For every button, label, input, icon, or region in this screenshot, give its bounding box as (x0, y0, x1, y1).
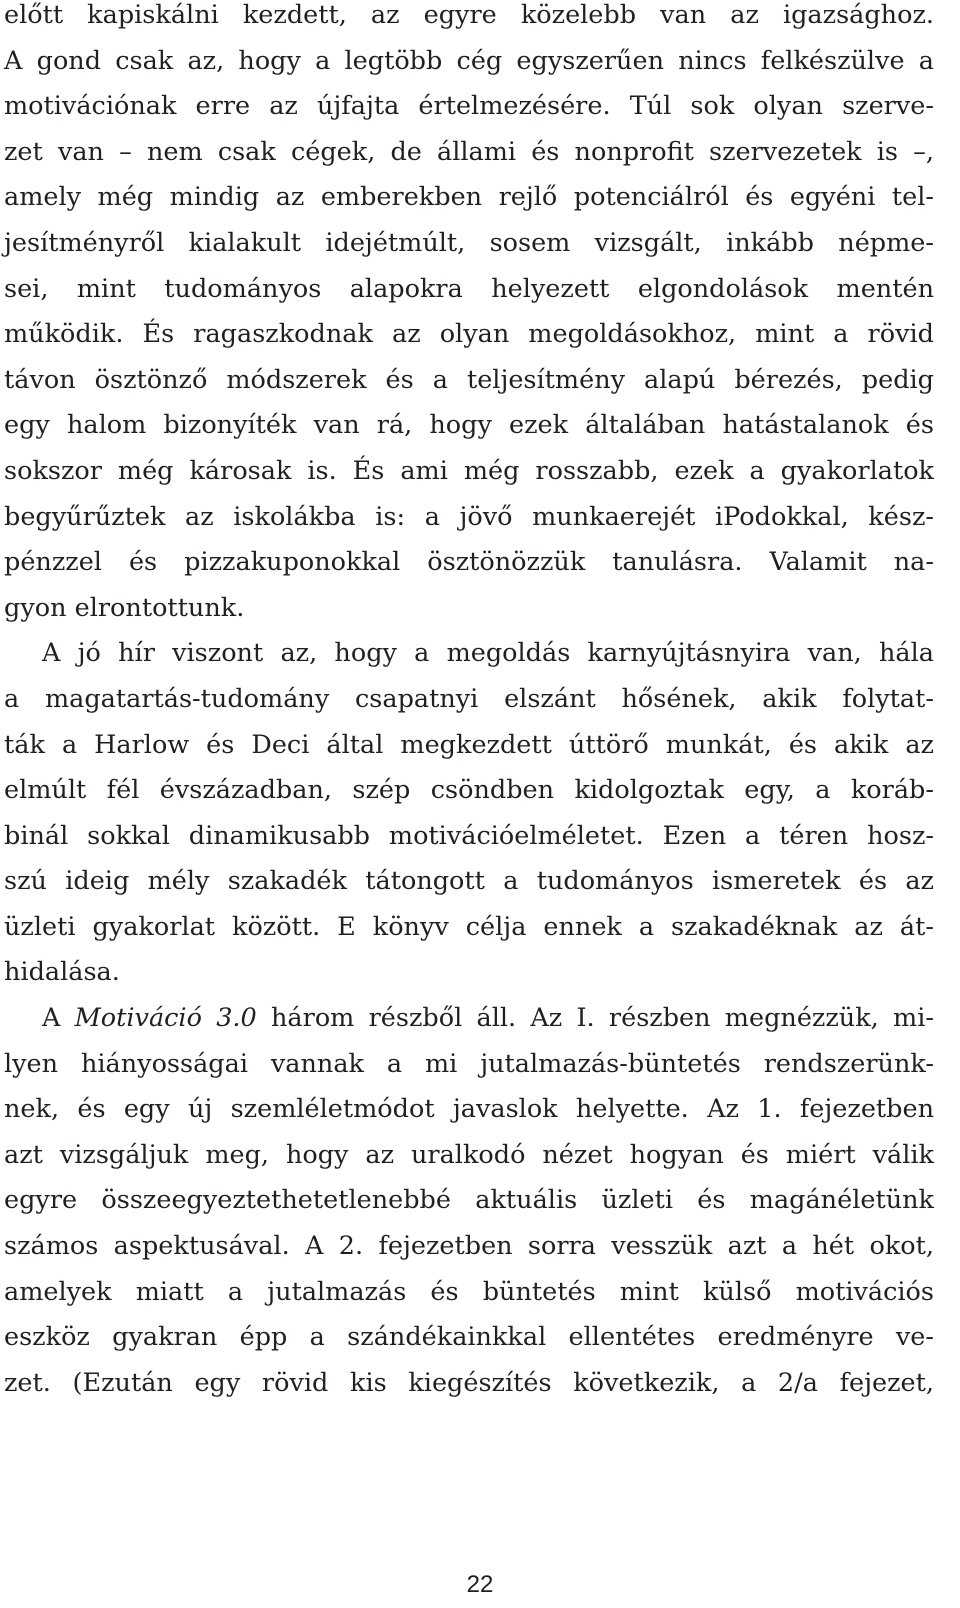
text-line: pénzzel és pizzakuponokkal ösztönözzük tanulásra. Valamit na- (4, 547, 934, 578)
page-number: 22 (466, 1571, 494, 1598)
paragraph-3 (4, 996, 934, 1406)
text-line: A jó hír viszont az, hogy a megoldás karnyújtásnyira van, hála (42, 638, 934, 669)
text-line: eszköz gyakran épp a szándékainkkal ellentétes eredményre ve- (4, 1322, 934, 1353)
text-line: amely még mindig az emberekben rejlő potenciálról és egyéni tel- (4, 182, 934, 213)
text-line: működik. És ragaszkodnak az olyan megoldásokhoz, mint a rövid (4, 319, 934, 350)
text-line: azt vizsgáljuk meg, hogy az uralkodó nézet hogyan és miért válik (4, 1139, 934, 1170)
text-line: binál sokkal dinamikusabb motivációelméletet. Ezen a téren hosz- (4, 820, 934, 851)
text-line: motivációnak erre az újfajta értelmezésére. Túl sok olyan szerve- (4, 91, 934, 122)
book-title: Motiváció 3.0 (74, 1003, 257, 1034)
text-line: egyre összeegyeztethetetlenebbé aktuális üzleti és magánéletünk (4, 1185, 934, 1216)
text-line: ták a Harlow és Deci által megkezdett úttörő munkát, és akik az (4, 729, 934, 760)
text-line: a magatartás-tudomány csapatnyi elszánt hősének, akik folytat- (4, 683, 934, 714)
text-line: elmúlt fél évszázadban, szép csöndben kidolgoztak egy, a koráb- (4, 775, 934, 806)
text-line: sokszor még károsak is. És ami még rosszabb, ezek a gyakorlatok (4, 455, 934, 486)
text-line: gyon elrontottunk. (4, 592, 245, 623)
text-line: sei, mint tudományos alapokra helyezett elgondolások mentén (4, 273, 934, 304)
text-run: három részből áll. Az I. részben megnézzük, mi- (256, 1003, 934, 1034)
text-line: amelyek miatt a jutalmazás és büntetés mint külső motivációs (4, 1276, 934, 1307)
text-line: egy halom bizonyíték van rá, hogy ezek általában hatástalanok és (4, 410, 934, 441)
text-line: lyen hiányosságai vannak a mi jutalmazás-büntetés rendszerünk- (4, 1048, 934, 1079)
text-line: nek, és egy új szemléletmódot javaslok helyette. Az 1. fejezetben (4, 1094, 934, 1125)
text-run: A (42, 1003, 75, 1034)
text-line: hidalása. (4, 957, 120, 988)
text-line: begyűrűztek az iskolákba is: a jövő munkaerejét iPodokkal, kész- (4, 501, 934, 532)
paragraph-1 (4, 0, 934, 631)
text-line (4, 996, 934, 1042)
text-line: A gond csak az, hogy a legtöbb cég egyszerűen nincs felkészülve a (4, 45, 934, 76)
text-line: szú ideig mély szakadék tátongott a tudományos ismeretek és az (4, 866, 934, 897)
text-line: jesítményről kialakult idejétmúlt, sosem vizsgált, inkább népme- (4, 227, 934, 258)
paragraph-2 (4, 631, 934, 996)
text-line: előtt kapiskálni kezdett, az egyre közelebb van az igazsághoz. (4, 0, 934, 30)
text-line: zet van – nem csak cégek, de állami és nonprofit szervezetek is –, (4, 136, 934, 167)
text-line: távon ösztönző módszerek és a teljesítmény alapú bérezés, pedig (4, 364, 934, 395)
text-line: zet. (Ezután egy rövid kis kiegészítés következik, a 2/a fejezet, (4, 1367, 934, 1398)
text-line: üzleti gyakorlat között. E könyv célja ennek a szakadéknak az át- (4, 911, 934, 942)
text-line: számos aspektusával. A 2. fejezetben sorra vesszük azt a hét okot, (4, 1231, 934, 1262)
body-text (4, 0, 934, 1406)
